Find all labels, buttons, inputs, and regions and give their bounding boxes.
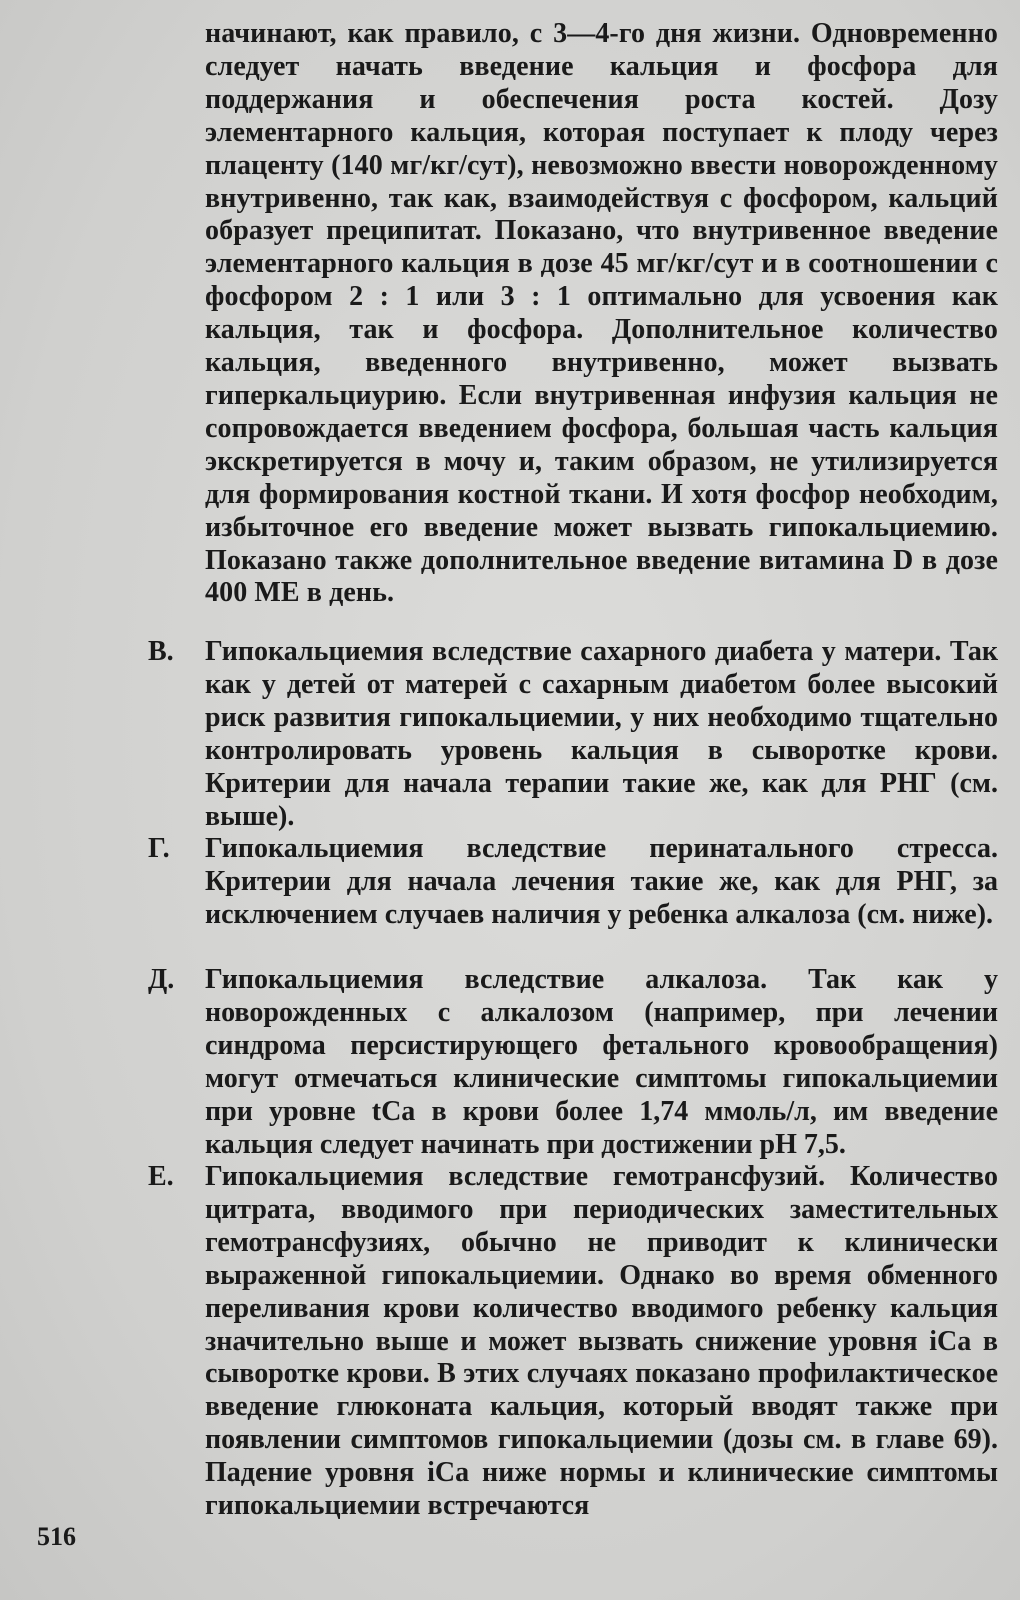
section-heading: Гипокальциемия вследствие алкалоза. xyxy=(205,964,768,995)
section-text: Количество цитрата, вводимого при периодических заместительных гемотрансфузиях, обычно не приводит к клинически выраженной гипокальциемии. Однако во время обменного переливания крови количество вводимого ребенку кальция значительно выше и может вызвать снижение уровня iCa в сыворотке крови. В этих случаях показано профилактическое введение глюконата кальция, который вводят также при появлении симптомов гипокальциемии (дозы см. в главе 69). Падение уровня iCa ниже нормы и клинические симптомы гипокальциемии встречаются xyxy=(205,1161,998,1522)
section-text: Так как у детей от матерей с сахарным диабетом более высокий риск развития гипокальциемии, у них необходимо тщательно контролировать уровень кальция в сыворотке крови. Критерии для начала терапии такие же, как для РНГ (см. выше). xyxy=(205,636,999,832)
section-text: Критерии для начала лечения такие же, как для РНГ, за исключением случаев наличия у ребенка алкалоза (см. ниже). xyxy=(205,865,998,930)
section-body xyxy=(205,1161,998,1523)
intro-paragraph: начинают, как правило, с 3—4-го дня жизни. Одновременно следует начать введение кальция и фосфора для поддержания и обеспечения роста костей. Дозу элементарного кальция, которая поступает к плоду через плаценту (140 мг/кг/сут), невозможно ввести новорожденному внутривенно, так как, взаимодействуя с фосфором, кальций образует преципитат. Показано, что внутривенное введение элементарного кальция в дозе 45 мг/кг/сут и в соотношении с фосфором 2 : 1 или 3 : 1 оптимально для усвоения как кальция, так и фосфора. Дополнительное количество кальция, введенного внутривенно, может вызвать гиперкальциурию. Если внутривенная инфузия кальция не сопровождается введением фосфора, большая часть кальция экскретируется в мочу и, таким образом, не утилизируется для формирования костной ткани. И хотя фосфор необходим, избыточное его введение может вызвать гипокальциемию. Показано также дополнительное введение витамина D в дозе 400 МЕ в день. xyxy=(205,18,998,609)
page-number: 516 xyxy=(37,1522,76,1551)
section-letter: В. xyxy=(148,636,174,667)
section-heading: Гипокальциемия вследствие перинатального стресса. xyxy=(205,833,998,864)
section-letter: Д. xyxy=(148,964,175,995)
section-body xyxy=(205,833,998,932)
section-letter: Е. xyxy=(148,1161,174,1192)
section-text: Так как у новорожденных с алкалозом (например, при лечении синдрома персистирующего фетального кровообращения) могут отмечаться клинические симптомы гипокальциемии при уровне tCa в крови более 1,74 ммоль/л, им введение кальция следует начинать при достижении pH 7,5. xyxy=(205,964,999,1160)
section-letter: Г. xyxy=(148,833,170,864)
section-heading: Гипокальциемия вследствие гемотрансфузий. xyxy=(205,1161,826,1192)
section-heading: Гипокальциемия вследствие сахарного диабета у матери. xyxy=(205,636,942,667)
section-e xyxy=(148,1161,998,1523)
section-v xyxy=(148,636,998,833)
section-g xyxy=(148,833,998,932)
section-d xyxy=(148,964,998,1161)
section-body xyxy=(205,964,998,1161)
section-body xyxy=(205,636,998,833)
